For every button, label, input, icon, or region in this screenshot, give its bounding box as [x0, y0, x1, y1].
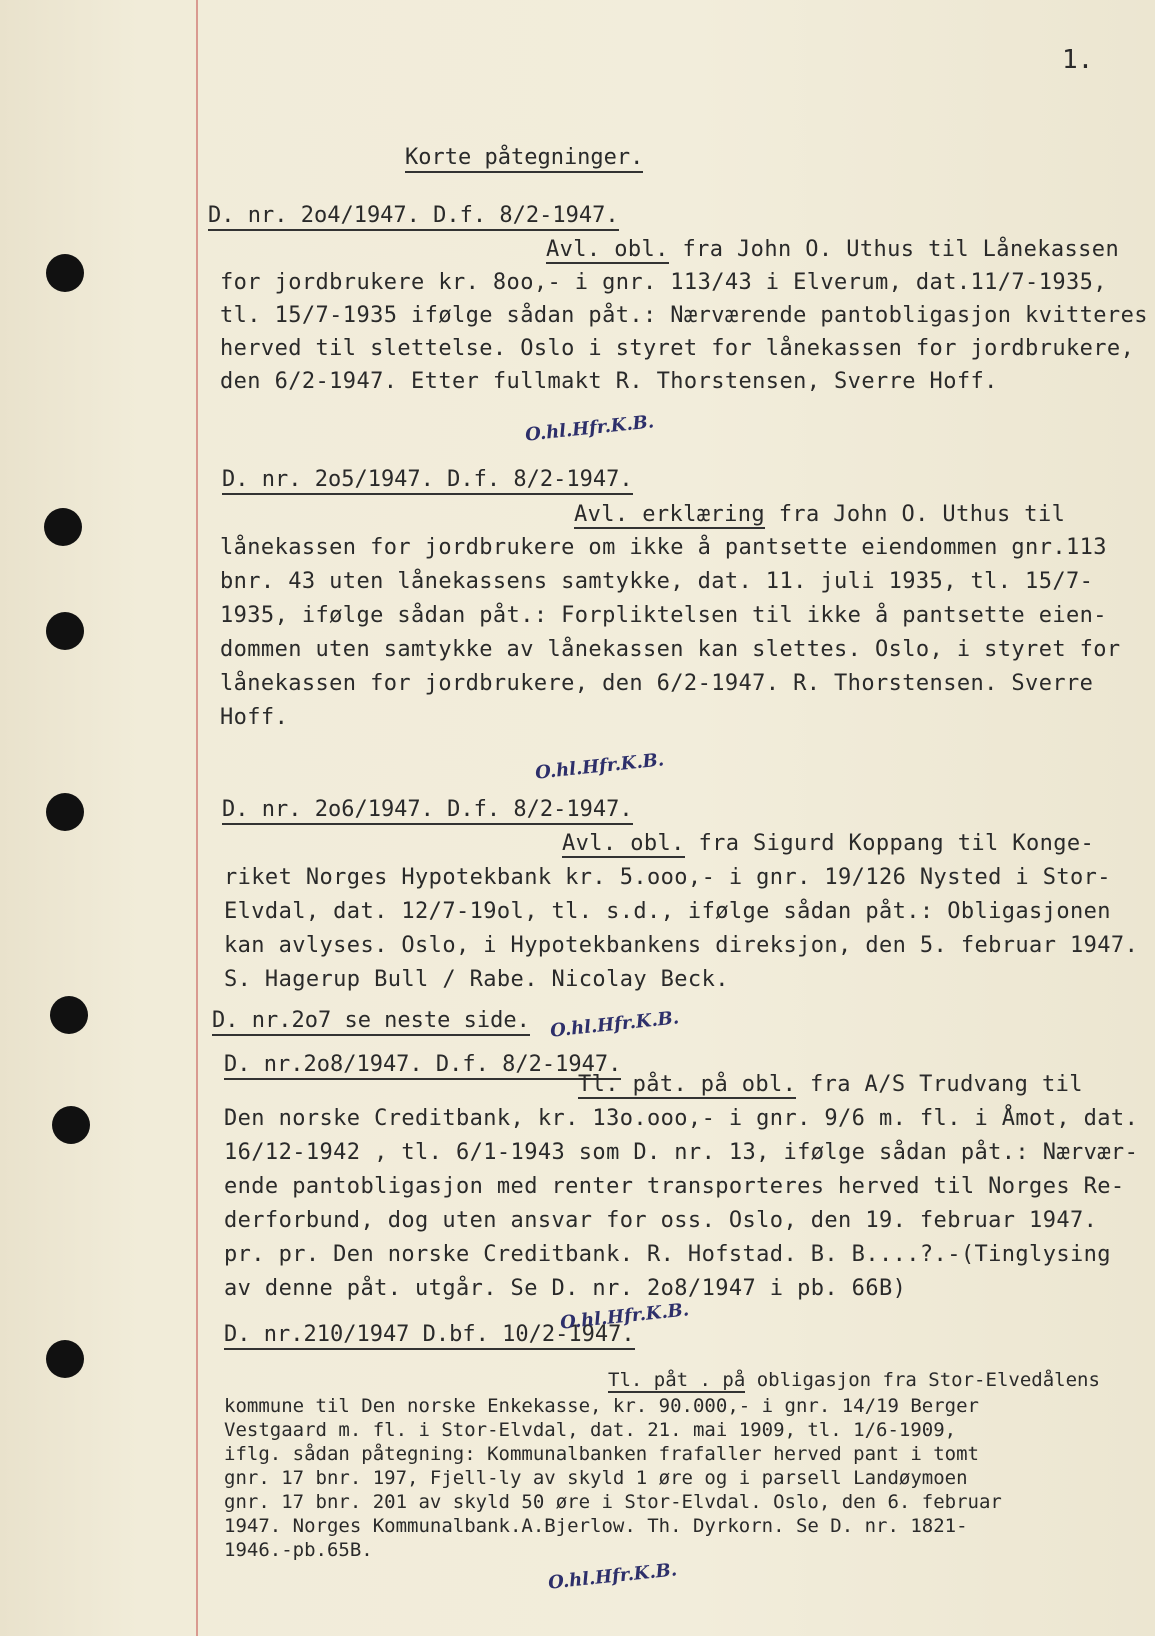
- page-number: 1.: [1062, 45, 1094, 75]
- entry-line: dommen uten samtykke av lånekassen kan slettes. Oslo, i styret for: [220, 637, 1121, 662]
- entry-line: gnr. 17 bnr. 197, Fjell-ly av skyld 1 øre og i parsell Landøymoen: [224, 1467, 968, 1489]
- entry-line-text: fra A/S Trudvang til: [796, 1072, 1083, 1097]
- entry-line: den 6/2-1947. Etter fullmakt R. Thorstensen, Sverre Hoff.: [220, 369, 998, 394]
- entry-line: [578, 1072, 1083, 1098]
- page-title: Korte påtegninger.: [405, 145, 643, 173]
- initials-stamp: O.hl.Hfr.K.B.: [534, 749, 666, 784]
- punch-hole: [46, 793, 84, 831]
- entry-line: Hoff.: [220, 705, 289, 730]
- entry-line: Vestgaard m. fl. i Stor-Elvdal, dat. 21. mai 1909, tl. 1/6-1909,: [224, 1419, 957, 1441]
- entry-line: bnr. 43 uten lånekassens samtykke, dat. 11. juli 1935, tl. 15/7-: [220, 569, 1094, 594]
- entry-line: riket Norges Hypotekbank kr. 5.ooo,- i gnr. 19/126 Nysted i Stor-: [224, 865, 1111, 890]
- entry-line: [562, 831, 1094, 857]
- initials-stamp: O.hl.Hfr.K.B.: [559, 1299, 691, 1334]
- entry-line: ende pantobligasjon med renter transporteres herved til Norges Re-: [224, 1174, 1125, 1199]
- entry-line: 1947. Norges Kommunalbank.A.Bjerlow. Th. Dyrkorn. Se D. nr. 1821-: [224, 1515, 968, 1537]
- punch-hole: [50, 996, 88, 1034]
- entry-header: D. nr. 2o4/1947. D.f. 8/2-1947.: [208, 203, 619, 231]
- entry-line: herved til slettelse. Oslo i styret for lånekassen for jordbrukere,: [220, 336, 1135, 361]
- entry-line: kommune til Den norske Enkekasse, kr. 90.000,- i gnr. 14/19 Berger: [224, 1395, 979, 1417]
- entry-lead: Avl. obl.: [546, 237, 669, 262]
- entry-line: iflg. sådan påtegning: Kommunalbanken frafaller herved pant i tomt: [224, 1443, 979, 1465]
- entry-line: pr. pr. Den norske Creditbank. R. Hofstad. B. B....?.-(Tinglysing: [224, 1242, 1111, 1267]
- entry-line: [546, 237, 1119, 263]
- punch-hole: [44, 508, 82, 546]
- margin-rule: [196, 0, 198, 1636]
- entry-header: D. nr.2o7 se neste side.: [212, 1008, 530, 1036]
- punch-hole: [46, 254, 84, 292]
- entry-line-text: fra Sigurd Koppang til Konge-: [684, 831, 1095, 856]
- entry-line: lånekassen for jordbrukere om ikke å pantsette eiendommen gnr.113: [220, 535, 1107, 560]
- punch-hole: [46, 612, 84, 650]
- entry-lead: Avl. obl.: [562, 831, 685, 856]
- entry-line: S. Hagerup Bull / Rabe. Nicolay Beck.: [224, 967, 729, 992]
- entry-line-text: fra John O. Uthus til: [765, 502, 1066, 527]
- entry-line: 16/12-1942 , tl. 6/1-1943 som D. nr. 13, ifølge sådan påt.: Nærvær-: [224, 1140, 1139, 1165]
- entry-header: D. nr. 2o6/1947. D.f. 8/2-1947.: [222, 797, 633, 825]
- entry-line: 1935, ifølge sådan påt.: Forpliktelsen til ikke å pantsette eien-: [220, 603, 1107, 628]
- punch-hole: [52, 1106, 90, 1144]
- punch-hole: [46, 1340, 84, 1378]
- entry-line: [574, 502, 1065, 528]
- entry-line: 1946.-pb.65B.: [224, 1539, 373, 1561]
- entry-line: kan avlyses. Oslo, i Hypotekbankens direksjon, den 5. februar 1947.: [224, 933, 1139, 958]
- entry-lead: Tl. påt . på: [608, 1369, 746, 1391]
- entry-line: Elvdal, dat. 12/7-19ol, tl. s.d., ifølge sådan påt.: Obligasjonen: [224, 899, 1111, 924]
- entry-line: [608, 1368, 1100, 1392]
- entry-header: D. nr. 2o5/1947. D.f. 8/2-1947.: [222, 467, 633, 495]
- entry-line: gnr. 17 bnr. 201 av skyld 50 øre i Stor-Elvdal. Oslo, den 6. februar: [224, 1491, 1002, 1513]
- entry-header: D. nr.210/1947 D.bf. 10/2-1947.: [224, 1322, 635, 1350]
- entry-lead: Tl. påt. på obl.: [578, 1072, 797, 1097]
- initials-stamp: O.hl.Hfr.K.B.: [549, 1007, 681, 1042]
- entry-line: lånekassen for jordbrukere, den 6/2-1947. R. Thorstensen. Sverre: [220, 671, 1094, 696]
- entry-line: for jordbrukere kr. 8oo,- i gnr. 113/43 i Elverum, dat.11/7-1935,: [220, 270, 1107, 295]
- entry-line-text: fra John O. Uthus til Lånekassen: [668, 237, 1120, 262]
- entry-line: derforbund, dog uten ansvar for oss. Oslo, den 19. februar 1947.: [224, 1208, 1098, 1233]
- initials-stamp: O.hl.Hfr.K.B.: [524, 411, 656, 446]
- entry-line-text: obligasjon fra Stor-Elvedålens: [745, 1369, 1100, 1391]
- entry-lead: Avl. erklæring: [574, 502, 766, 527]
- entry-line: tl. 15/7-1935 ifølge sådan påt.: Nærværende pantobligasjon kvitteres: [220, 303, 1148, 328]
- initials-stamp: O.hl.Hfr.K.B.: [547, 1559, 679, 1594]
- entry-line: Den norske Creditbank, kr. 13o.ooo,- i gnr. 9/6 m. fl. i Åmot, dat.: [224, 1106, 1139, 1131]
- entry-header: D. nr.2o8/1947. D.f. 8/2-1947.: [224, 1052, 621, 1080]
- entry-line: av denne påt. utgår. Se D. nr. 2o8/1947 i pb. 66B): [224, 1276, 907, 1301]
